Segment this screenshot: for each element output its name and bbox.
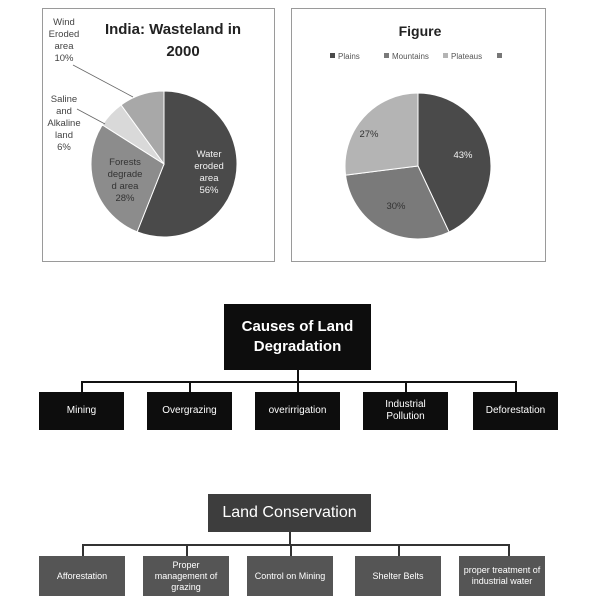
causes-drop-4: [405, 381, 407, 392]
label-forests-value: 28%: [115, 193, 135, 204]
chart-title-line2: 2000: [166, 43, 200, 60]
causes-root-node: Causes of Land Degradation: [224, 304, 371, 370]
figure-chart-panel: [291, 8, 546, 262]
label-forests-line3: d area: [111, 181, 139, 192]
label-saline-line1: Saline: [50, 94, 78, 105]
label-water-line1: Water: [196, 149, 222, 160]
label-wind-value: 10%: [54, 53, 74, 64]
legend-swatch-plateaus: [443, 53, 448, 58]
legend-label-plains: Plains: [338, 52, 360, 61]
figure-pie-chart: [292, 9, 547, 263]
conservation-drop-2: [186, 544, 188, 556]
conservation-industrial-water-treatment: proper treatment of industrial water: [459, 556, 545, 596]
slice-label-plains: 43%: [453, 150, 473, 161]
wasteland-pie-chart: [43, 9, 276, 263]
conservation-drop-3: [290, 544, 292, 556]
legend-swatch-mountains: [384, 53, 389, 58]
wind-leader-line: [73, 65, 133, 97]
pie-slice-plateaus: [345, 93, 418, 175]
slice-label-plateaus: 27%: [359, 129, 379, 140]
label-water-value: 56%: [199, 185, 219, 196]
cause-industrial-pollution: Industrial Pollution: [363, 392, 448, 430]
legend-label-mountains: Mountains: [392, 52, 429, 61]
label-saline-line4: land: [55, 130, 73, 141]
conservation-bus-line: [82, 544, 510, 546]
wasteland-chart-panel: [42, 8, 275, 262]
conservation-drop-1: [82, 544, 84, 556]
label-wind-line1: Wind: [53, 17, 75, 28]
label-saline-alkaline: [47, 94, 80, 153]
conservation-afforestation: Afforestation: [39, 556, 125, 596]
legend-swatch-plains: [330, 53, 335, 58]
conservation-grazing-management: Proper management of grazing: [143, 556, 229, 596]
figure-legend: [330, 52, 502, 61]
label-water-line3: area: [199, 173, 219, 184]
causes-drop-2: [189, 381, 191, 392]
conservation-root-node: Land Conservation: [208, 494, 371, 532]
conservation-drop-5: [508, 544, 510, 556]
legend-swatch-empty: [497, 53, 502, 58]
chart-title-line1: India: Wasteland in: [104, 21, 242, 38]
label-water-line2: eroded: [194, 161, 224, 172]
label-forests-line1: Forests: [109, 157, 141, 168]
label-wind-eroded: [49, 17, 80, 64]
label-saline-value: 6%: [57, 142, 71, 153]
cause-overirrigation: overirrigation: [255, 392, 340, 430]
label-wind-line2: Eroded: [48, 29, 80, 40]
label-forests-line2: degrade: [107, 169, 143, 180]
causes-drop-1: [81, 381, 83, 392]
saline-leader-line: [77, 109, 105, 124]
cause-deforestation: Deforestation: [473, 392, 558, 430]
label-saline-line2: and: [56, 106, 72, 117]
figure-pie-slices: [345, 93, 491, 239]
conservation-shelter-belts: Shelter Belts: [355, 556, 441, 596]
slice-label-mountains: 30%: [386, 201, 406, 212]
conservation-mining-control: Control on Mining: [247, 556, 333, 596]
causes-drop-5: [515, 381, 517, 392]
figure-title: Figure: [398, 23, 442, 39]
cause-overgrazing: Overgrazing: [147, 392, 232, 430]
causes-drop-3: [297, 381, 299, 392]
cause-mining: Mining: [39, 392, 124, 430]
conservation-drop-4: [398, 544, 400, 556]
label-saline-line3: Alkaline: [47, 118, 81, 129]
label-wind-line3: area: [54, 41, 74, 52]
causes-bus-line: [81, 381, 517, 383]
legend-label-plateaus: Plateaus: [451, 52, 483, 61]
